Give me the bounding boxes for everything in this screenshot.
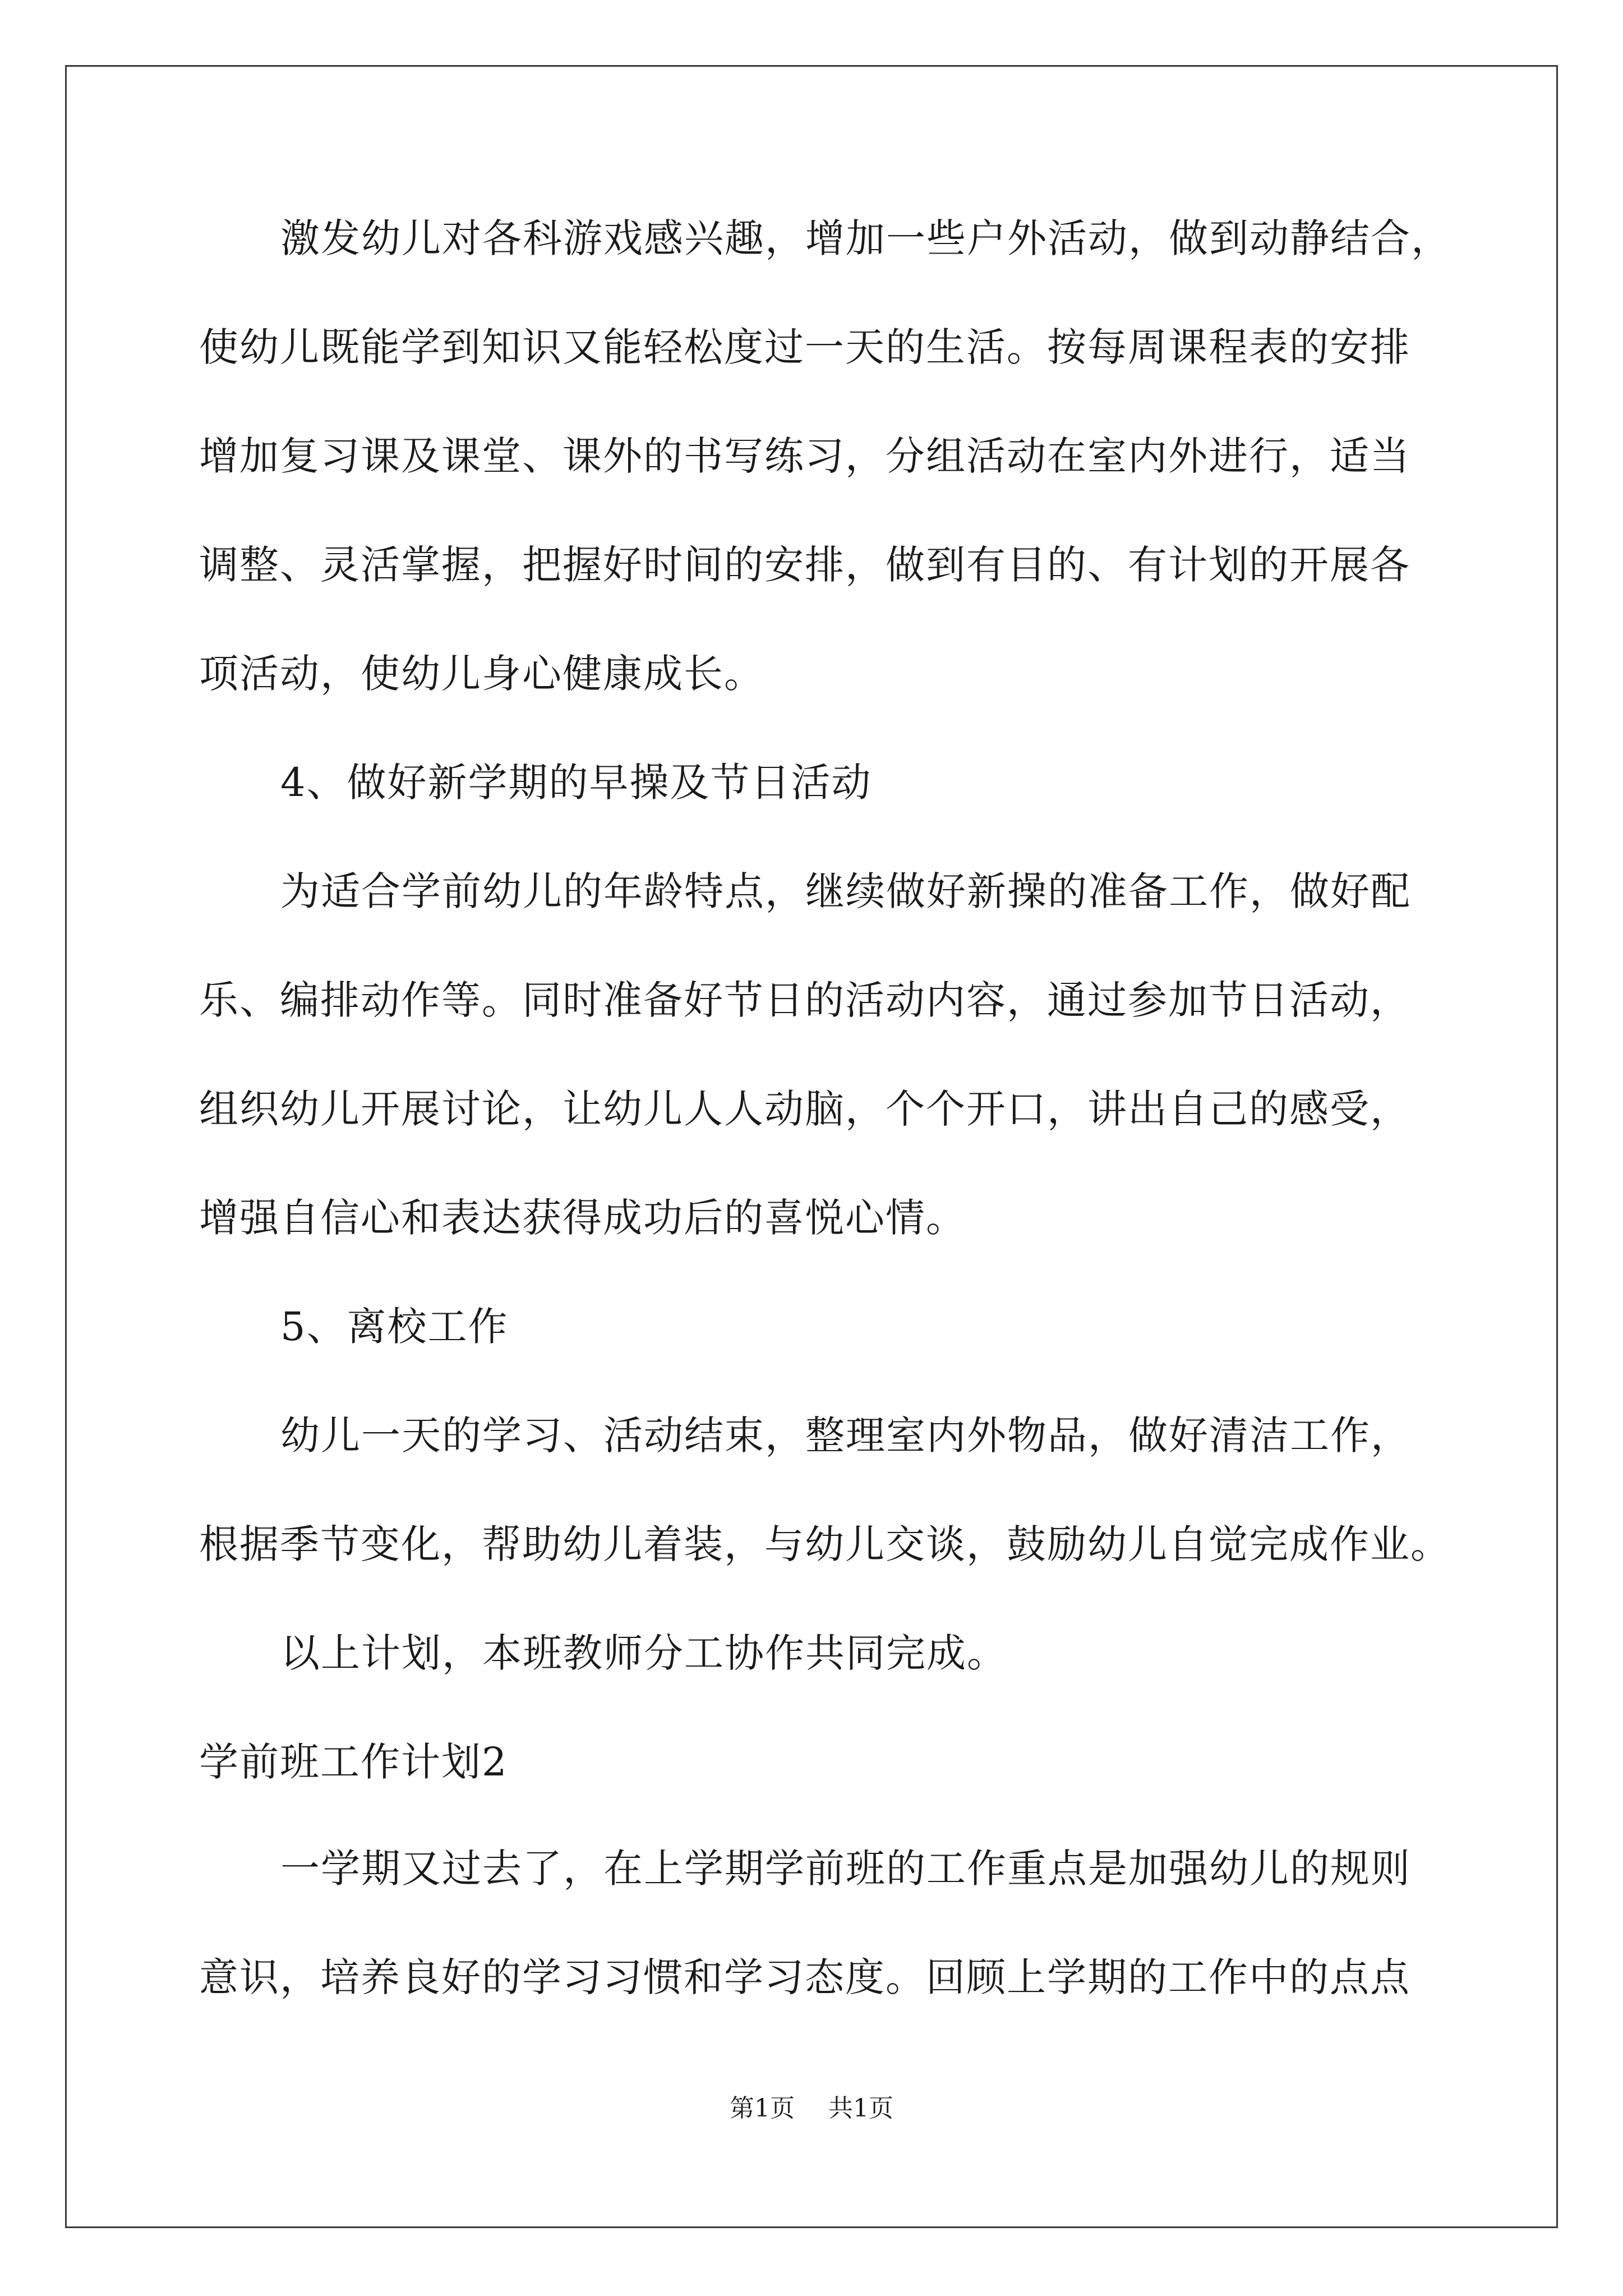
- paragraph-line: 增加复习课及课堂、课外的书写练习，分组活动在室内外进行，适当: [199, 433, 1410, 479]
- paragraph-line: 以上计划，本班教师分工协作共同完成。: [280, 1630, 1007, 1676]
- page-total: 共1页: [828, 2094, 893, 2123]
- paragraph-line: 为适合学前幼儿的年龄特点，继续做好新操的准备工作，做好配: [280, 868, 1411, 914]
- paragraph-line: 意识，培养良好的学习习惯和学习态度。回顾上学期的工作中的点点: [199, 1954, 1410, 2000]
- paragraph-line: 乐、编排动作等。同时准备好节日的活动内容，通过参加节日活动，: [199, 977, 1410, 1023]
- page-number: 第1页: [730, 2094, 795, 2123]
- paragraph-line: 组织幼儿开展讨论，让幼儿人人动脑，个个开口，讲出自己的感受，: [199, 1086, 1410, 1132]
- paragraph-line: 项活动，使幼儿身心健康成长。: [199, 651, 764, 697]
- paragraph-line: 一学期又过去了，在上学期学前班的工作重点是加强幼儿的规则: [280, 1846, 1411, 1892]
- document-body: [199, 208, 1451, 2055]
- section-heading: 5、离校工作: [280, 1304, 509, 1350]
- section-heading: 4、做好新学期的早操及节日活动: [280, 760, 872, 806]
- paragraph-line: 使幼儿既能学到知识又能轻松度过一天的生活。按每周课程表的安排: [199, 324, 1410, 370]
- document-title: 学前班工作计划2: [199, 1739, 508, 1785]
- page-footer: [0, 2088, 1623, 2124]
- paragraph-line: 幼儿一天的学习、活动结束，整理室内外物品，做好清洁工作，: [280, 1412, 1411, 1458]
- paragraph-line: 根据季节变化，帮助幼儿着装，与幼儿交谈，鼓励幼儿自觉完成作业。: [199, 1521, 1451, 1567]
- paragraph-line: 调整、灵活掌握，把握好时间的安排，做到有目的、有计划的开展各: [199, 542, 1410, 588]
- paragraph-line: 增强自信心和表达获得成功后的喜悦心情。: [199, 1195, 966, 1241]
- paragraph-line: 激发幼儿对各科游戏感兴趣，增加一些户外活动，做到动静结合，: [280, 215, 1451, 261]
